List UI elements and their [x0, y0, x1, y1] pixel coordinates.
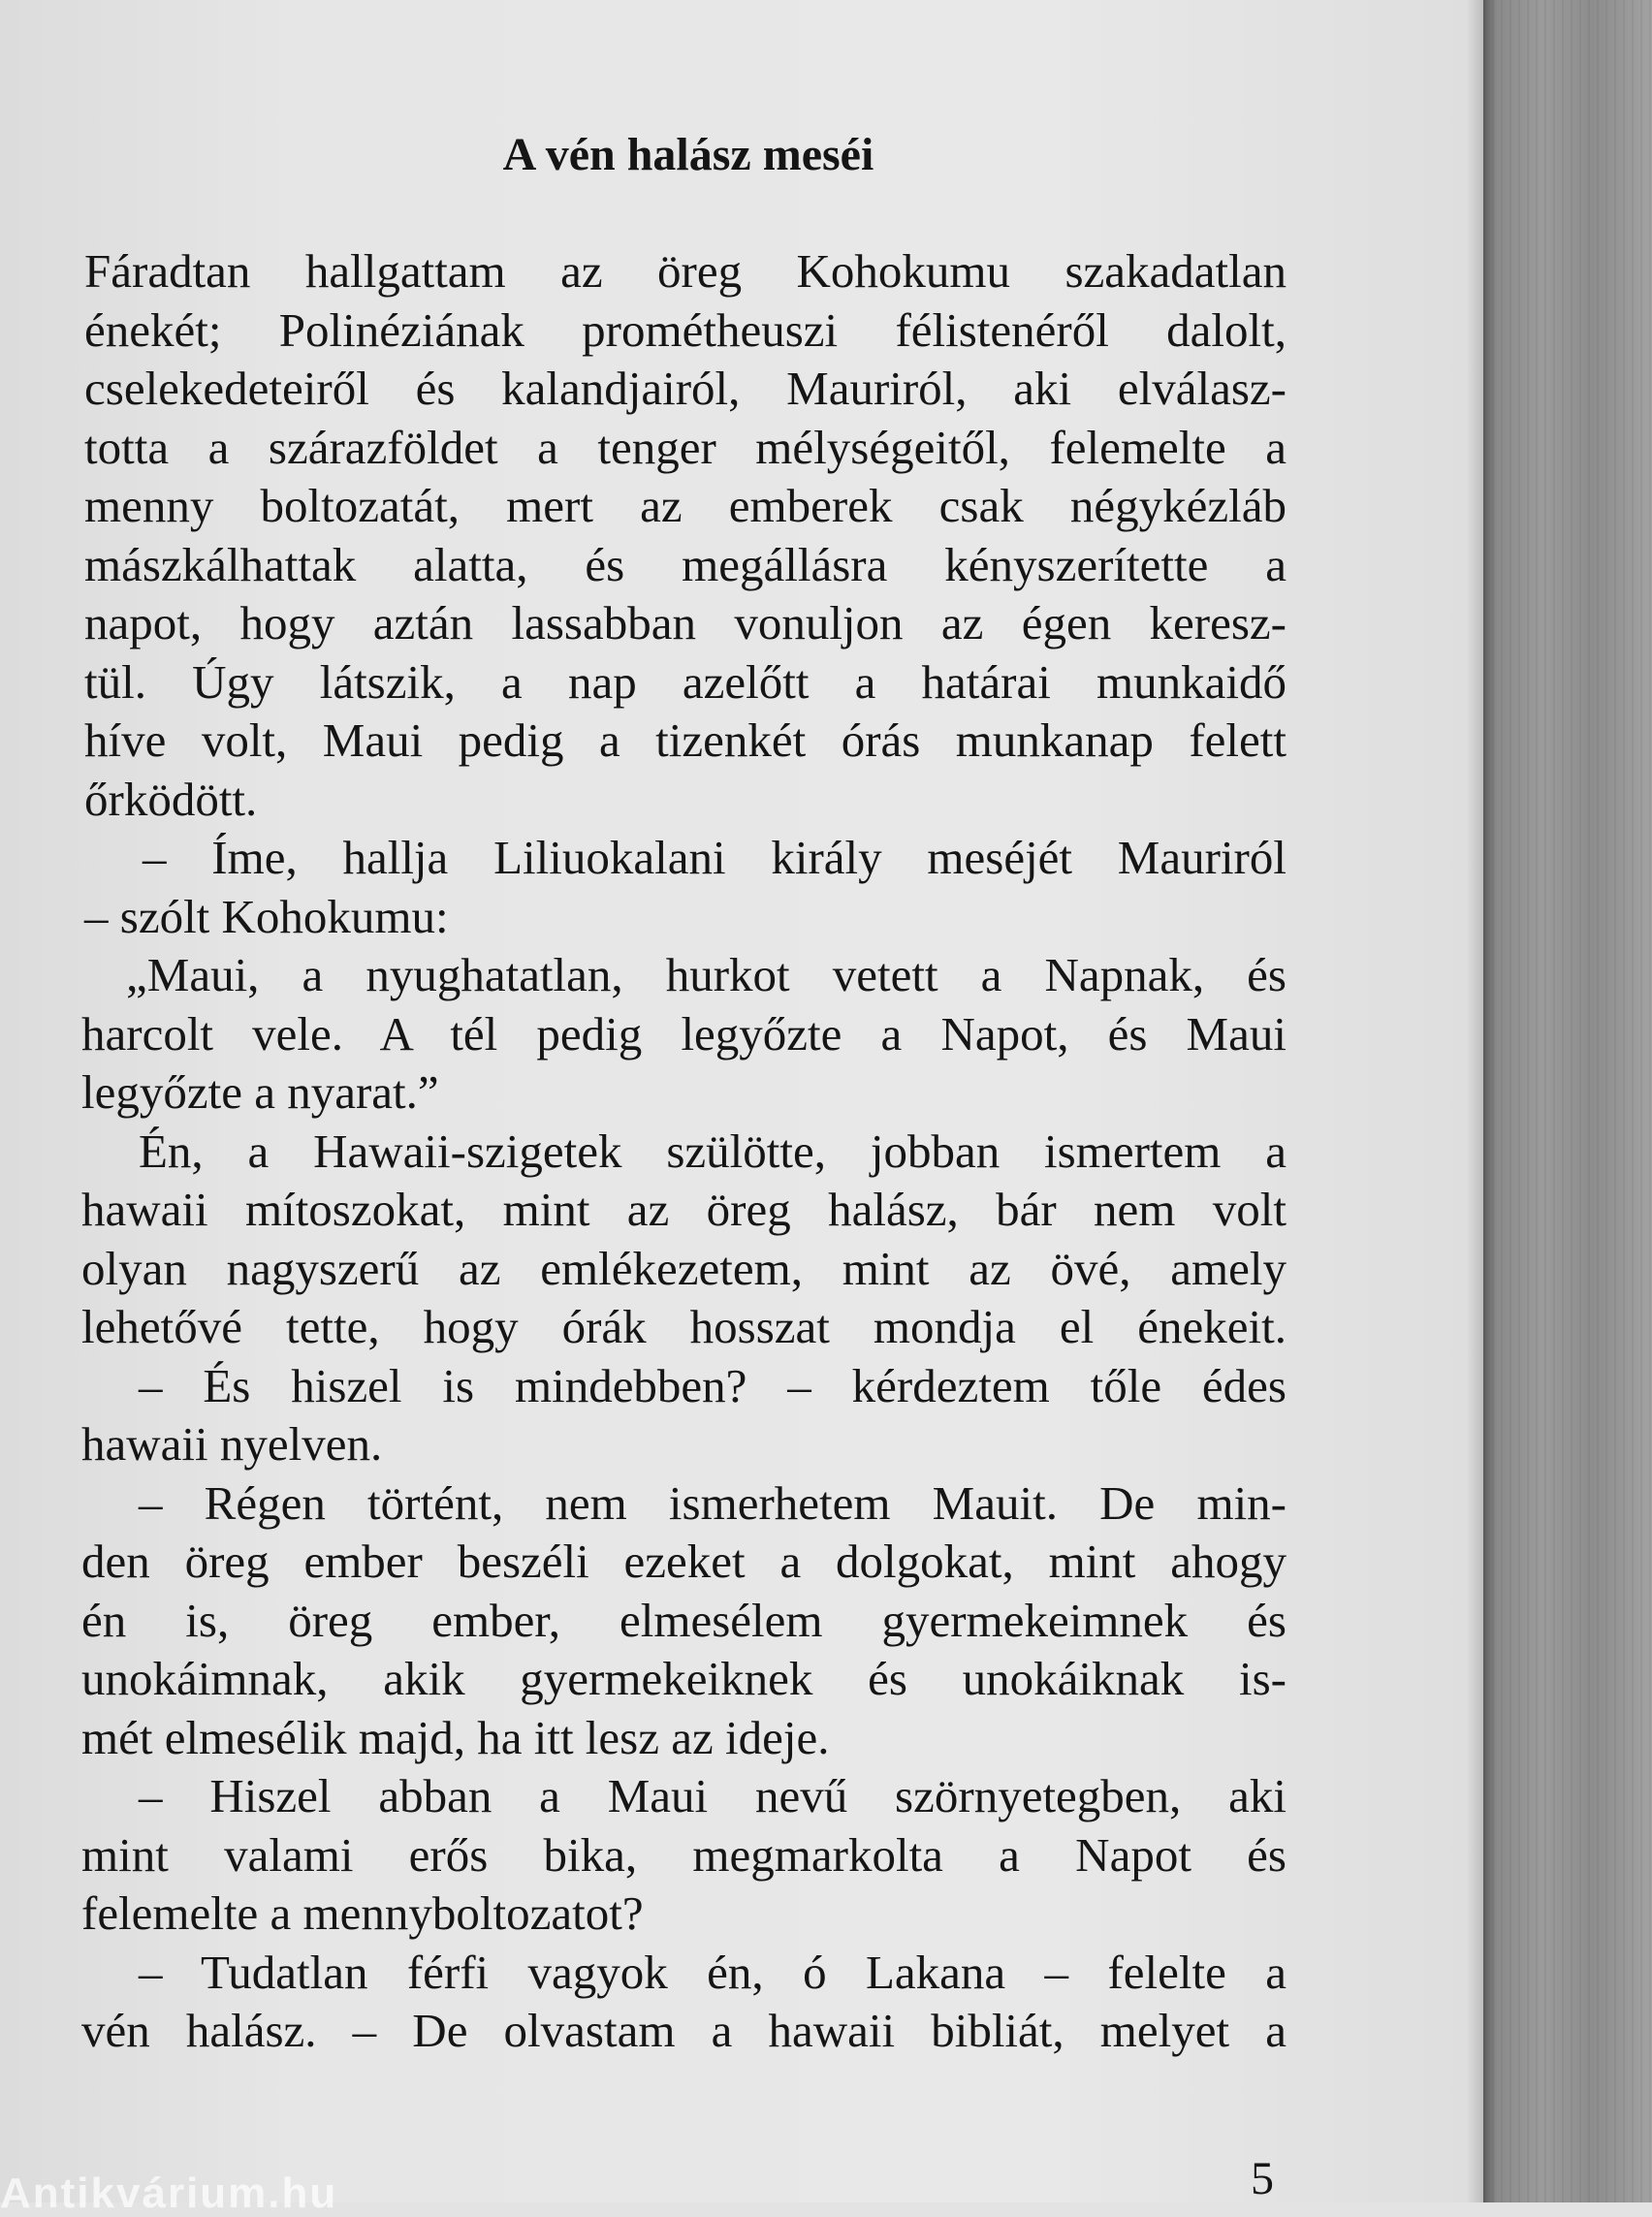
text-line: hawaii mítoszokat, mint az öreg halász, bár nem volt — [81, 1183, 1287, 1236]
text-line: híve volt, Maui pedig a tizenkét órás munkanap felett — [84, 713, 1287, 767]
text-line: – Íme, hallja Liliuokalani király meséjét Mauriról — [143, 831, 1287, 884]
text-line: cselekedeteiről és kalandjairól, Mauriról, aki elválasz- — [84, 362, 1287, 415]
text-line: napot, hogy aztán lassabban vonuljon az égen keresz- — [84, 596, 1287, 649]
text-line: – szólt Kohokumu: — [84, 890, 449, 943]
text-line: unokáimnak, akik gyermekeiknek és unokáiknak is- — [81, 1652, 1287, 1705]
page-number: 5 — [1251, 2153, 1274, 2204]
chapter-title: A vén halász meséi — [502, 129, 874, 180]
text-line: énekét; Polinéziának prométheuszi félistenéről dalolt, — [84, 303, 1287, 357]
text-line: menny boltozatát, mert az emberek csak négykézláb — [84, 479, 1287, 532]
text-line: – Tudatlan férfi vagyok én, ó Lakana – felelte a — [139, 1946, 1287, 1999]
text-line: – És hiszel is mindebben? – kérdeztem tőle édes — [139, 1359, 1287, 1412]
text-line: Én, a Hawaii-szigetek szülötte, jobban ismertem a — [139, 1124, 1287, 1178]
text-line: hawaii nyelven. — [81, 1417, 383, 1471]
book-page-edges — [1483, 0, 1652, 2202]
text-line: „Maui, a nyughatatlan, hurkot vetett a Napnak, és — [126, 948, 1287, 1001]
text-line: – Régen történt, nem ismerhetem Mauit. De min- — [139, 1476, 1287, 1530]
text-line: olyan nagyszerű az emlékezetem, mint az övé, amely — [81, 1242, 1287, 1295]
text-line: őrködött. — [84, 773, 258, 826]
watermark-logo: Antikvárium.hu — [0, 2169, 338, 2217]
text-line: legyőzte a nyarat.” — [81, 1065, 439, 1119]
text-line: harcolt vele. A tél pedig legyőzte a Napot, és Maui — [81, 1007, 1287, 1061]
text-line: den öreg ember beszéli ezeket a dolgokat, mint ahogy — [81, 1535, 1287, 1588]
text-line: – Hiszel abban a Maui nevű szörnyetegben, aki — [139, 1769, 1287, 1822]
text-line: én is, öreg ember, elmesélem gyermekeimnek és — [81, 1594, 1287, 1647]
text-line: vén halász. – De olvastam a hawaii bibliát, melyet a — [81, 2004, 1287, 2057]
text-line: lehetővé tette, hogy órák hosszat mondja el énekeit. — [81, 1300, 1287, 1353]
text-line: mászkálhattak alatta, és megállásra kényszerítette a — [84, 538, 1287, 591]
text-line: totta a szárazföldet a tenger mélységeitől, felemelte a — [84, 421, 1287, 474]
text-line: mét elmesélik majd, ha itt lesz az ideje. — [81, 1711, 830, 1764]
text-line: felemelte a mennyboltozatot? — [81, 1886, 644, 1940]
text-line: tül. Úgy látszik, a nap azelőtt a határai munkaidő — [84, 655, 1287, 709]
text-line: Fáradtan hallgattam az öreg Kohokumu szakadatlan — [84, 244, 1287, 298]
text-line: mint valami erős bika, megmarkolta a Napot és — [81, 1828, 1287, 1882]
